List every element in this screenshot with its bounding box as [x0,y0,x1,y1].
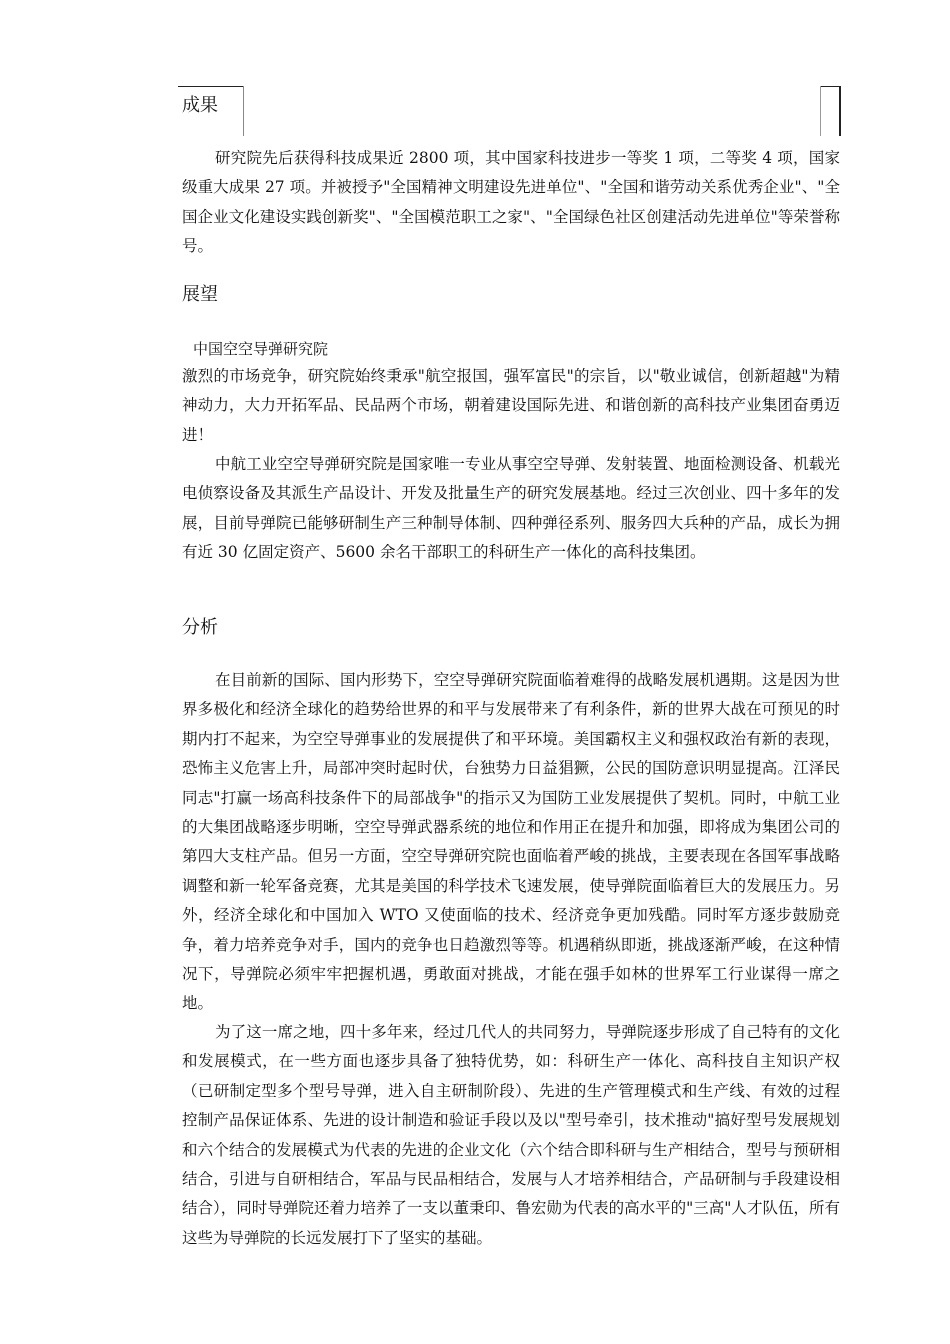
header-rule-top [178,86,244,87]
outlook-heading: 展望 [182,284,218,305]
organization-name: 中国空空导弹研究院 [193,340,329,358]
outlook-paragraph-1: 激烈的市场竞争，研究院始终秉承"航空报国，强军富民"的宗旨，以"敬业诚信，创新超越"为精神动力，大力开拓军品、民品两个市场，朝着建设国际先进、和谐创新的高科技产业集团奋勇迈进！ [182,367,840,444]
corner-mark-left [820,86,821,136]
corner-mark-top [820,86,840,87]
analysis-paragraph-2: 为了这一席之地，四十多年来，经过几代人的共同努力，导弹院逐步形成了自己特有的文化和发展模式，在一些方面也逐步具备了独特优势，如：科研生产一体化、高科技自主知识产权（已研制定型多个型号导弹，进入自主研制阶段）、先进的生产管理模式和生产线、有效的过程控制产品保证体系、先进的设计制造和验证手段以及以"型号牵引，技术推动"搞好型号发展规划和六个结合的发展模式为代表的先进的企业文化（六个结合即科研与生产相结合，型号与预研相结合，引进与自研相结合，军品与民品相结合，发展与人才培养相结合，产品研制与手段建设相结合），同时导弹院还着力培养了一支以董秉印、鲁宏勋为代表的高水平的"三高"人才队伍，所有这些为导弹院的长远发展打下了坚实的基础。 [182,1023,840,1247]
analysis-paragraph-1: 在目前新的国际、国内形势下，空空导弹研究院面临着难得的战略发展机遇期。这是因为世界多极化和经济全球化的趋势给世界的和平与发展带来了有利条件，新的世界大战在可预见的时期内打不起来，为空空导弹事业的发展提供了和平环境。美国霸权主义和强权政治有新的表现，恐怖主义危害上升，局部冲突时起时伏，台独势力日益猖獗，公民的国防意识明显提高。江泽民同志"打赢一场高科技条件下的局部战争"的指示又为国防工业发展提供了契机。同时，中航工业的大集团战略逐步明晰，空空导弹武器系统的地位和作用正在提升和加强，即将成为集团公司的第四大支柱产品。但另一方面，空空导弹研究院也面临着严峻的挑战，主要表现在各国军事战略调整和新一轮军备竞赛，尤其是美国的科学技术飞速发展，使导弹院面临着巨大的发展压力。另外，经济全球化和中国加入 WTO 又使面临的技术、经济竞争更加残酷。同时军方逐步鼓励竞争，着力培养竞争对手，国内的竞争也日趋激烈等等。机遇稍纵即逝，挑战逐渐严峻，在这种情况下，导弹院必须牢牢把握机遇，勇敢面对挑战，才能在强手如林的世界军工行业谋得一席之地。 [182,671,840,1013]
outlook-paragraph-2: 中航工业空空导弹研究院是国家唯一专业从事空空导弹、发射装置、地面检测设备、机载光电侦察设备及其派生产品设计、开发及批量生产的研究发展基地。经过三次创业、四十多年的发展，目前导弹院已能够研制生产三种制导体制、四种弹径系列、服务四大兵种的产品，成长为拥有近 30 亿固定资产、5600 余名干部职工的科研生产一体化的高科技集团。 [182,455,840,562]
header-rule-vertical [243,86,244,136]
corner-mark-right [839,86,841,136]
analysis-heading: 分析 [182,617,218,638]
results-paragraph: 研究院先后获得科技成果近 2800 项，其中国家科技进步一等奖 1 项，二等奖 4 项，国家级重大成果 27 项。并被授予"全国精神文明建设先进单位"、"全国和谐劳动关系优秀企业"、"全国企业文化建设实践创新奖"、"全国模范职工之家"、"全国绿色社区创建活动先进单位"等荣誉称号。 [182,149,840,256]
results-heading: 成果 [182,95,218,116]
